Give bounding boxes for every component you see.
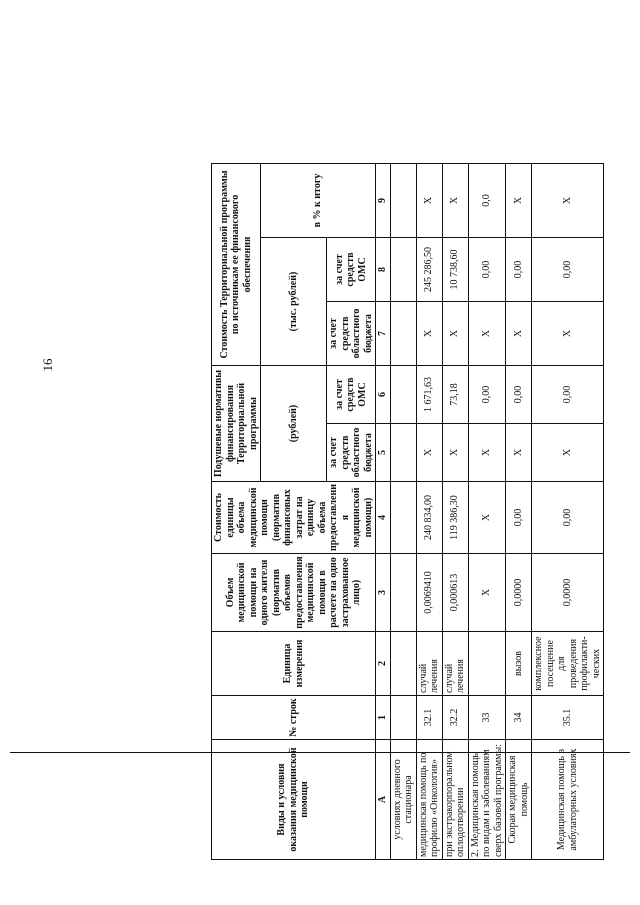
table-row <box>390 164 416 860</box>
header-col-a: Виды и условия оказания медицинской помощи <box>212 740 376 860</box>
row-norm-budget: Х <box>506 424 532 482</box>
header-row-1 <box>212 164 261 860</box>
row-name: Скорая медицинская помощь <box>506 740 532 860</box>
row-norm-oms: 0,00 <box>506 366 532 424</box>
row-norm-budget: Х <box>442 424 468 482</box>
index-cell: 1 <box>376 696 391 740</box>
header-col-7: за счет средств областного бюджета <box>327 302 376 366</box>
row-norm-budget: Х <box>416 424 442 482</box>
row-unit: случай лечения <box>416 632 442 696</box>
row-line: 32.2 <box>442 696 468 740</box>
row-unit <box>390 632 416 696</box>
row-cost-budget: Х <box>442 302 468 366</box>
row-norm-oms: 0,00 <box>468 366 506 424</box>
table-row <box>532 164 604 860</box>
row-unit-cost <box>390 482 416 554</box>
row-unit <box>468 632 506 696</box>
row-norm-budget: Х <box>468 424 506 482</box>
row-line: 33 <box>468 696 506 740</box>
index-cell: 4 <box>376 482 391 554</box>
row-cost-oms <box>390 238 416 302</box>
row-cost-budget: Х <box>416 302 442 366</box>
table-row <box>416 164 442 860</box>
header-col-8: за счет средств ОМС <box>327 238 376 302</box>
header-group-norms: Подушевые нормативы финансирования Территориальной программы <box>212 366 261 482</box>
row-cost-oms: 0,00 <box>532 238 604 302</box>
row-unit: случай лечения <box>442 632 468 696</box>
row-unit-cost: Х <box>468 482 506 554</box>
row-percent: Х <box>532 164 604 238</box>
row-name: Медицинская помощь в амбулаторных условиях <box>532 740 604 860</box>
header-col-5: за счет средств областного бюджета <box>327 424 376 482</box>
header-cost-unit: (тыс. рублей) <box>261 238 327 366</box>
row-name: при экстракорпоральном оплодотворении <box>442 740 468 860</box>
table-row <box>506 164 532 860</box>
header-col-2: Единица измерения <box>212 632 376 696</box>
row-line: 32.1 <box>416 696 442 740</box>
row-percent: Х <box>506 164 532 238</box>
row-volume <box>390 554 416 632</box>
row-unit: комплексное посещение для проведения профилакти-ческих <box>532 632 604 696</box>
row-norm-budget <box>390 424 416 482</box>
table-row <box>468 164 506 860</box>
row-name: медицинская помощь по профилю «Онкология» <box>416 740 442 860</box>
index-cell: 8 <box>376 238 391 302</box>
row-norm-budget: Х <box>532 424 604 482</box>
header-col-3: Объем медицинской помощи на одного жителя (норматив объемов предоставления медицинской помощи в расчете на одно застрахованное лицо) <box>212 554 376 632</box>
row-volume: Х <box>468 554 506 632</box>
row-volume: 0,0000 <box>506 554 532 632</box>
header-col-9: в % к итогу <box>261 164 376 238</box>
row-norm-oms: 73,18 <box>442 366 468 424</box>
header-col-6: за счет средств ОМС <box>327 366 376 424</box>
index-cell: 2 <box>376 632 391 696</box>
row-unit-cost: 119 386,30 <box>442 482 468 554</box>
index-row <box>376 164 391 860</box>
header-norms-unit: (рублей) <box>261 366 327 482</box>
row-unit-cost: 0,00 <box>506 482 532 554</box>
row-cost-budget: Х <box>468 302 506 366</box>
row-cost-budget: Х <box>506 302 532 366</box>
row-volume: 0,0000 <box>532 554 604 632</box>
row-cost-oms: 0,00 <box>506 238 532 302</box>
row-unit-cost: 240 834,00 <box>416 482 442 554</box>
row-name: условиях дневного стационара <box>390 740 416 860</box>
index-cell: 5 <box>376 424 391 482</box>
row-unit-cost: 0,00 <box>532 482 604 554</box>
page-separator-line <box>10 752 630 753</box>
header-col-1: № строк <box>212 696 376 740</box>
row-cost-budget: Х <box>532 302 604 366</box>
row-unit: вызов <box>506 632 532 696</box>
header-col-4: Стоимость единицы объема медицинской помощи (норматив финансовых затрат на единицу объема предоставления медицинской помощи) <box>212 482 376 554</box>
row-name: 2. Медицинская помощь по видам и заболеваниям сверх базовой программы: <box>468 740 506 860</box>
row-norm-oms: 0,00 <box>532 366 604 424</box>
index-cell: 7 <box>376 302 391 366</box>
page-number: 16 <box>40 358 55 372</box>
index-cell: А <box>376 740 391 860</box>
row-volume: 0,0069410 <box>416 554 442 632</box>
index-cell: 3 <box>376 554 391 632</box>
index-cell: 6 <box>376 366 391 424</box>
row-norm-oms <box>390 366 416 424</box>
row-cost-oms: 10 738,60 <box>442 238 468 302</box>
row-line: 34 <box>506 696 532 740</box>
index-cell: 9 <box>376 164 391 238</box>
header-group-cost: Стоимость Территориальной программы по источникам ее финансового обеспечения <box>212 164 261 366</box>
row-volume: 0,000613 <box>442 554 468 632</box>
row-norm-oms: 1 671,63 <box>416 366 442 424</box>
row-cost-oms: 0,00 <box>468 238 506 302</box>
table-row <box>442 164 468 860</box>
funding-table <box>211 163 604 860</box>
rotated-table-container <box>211 164 602 860</box>
row-percent: 0,0 <box>468 164 506 238</box>
row-line: 35.1 <box>532 696 604 740</box>
row-line <box>390 696 416 740</box>
row-cost-budget <box>390 302 416 366</box>
row-percent: Х <box>416 164 442 238</box>
row-percent: Х <box>442 164 468 238</box>
row-cost-oms: 245 286,50 <box>416 238 442 302</box>
row-percent <box>390 164 416 238</box>
